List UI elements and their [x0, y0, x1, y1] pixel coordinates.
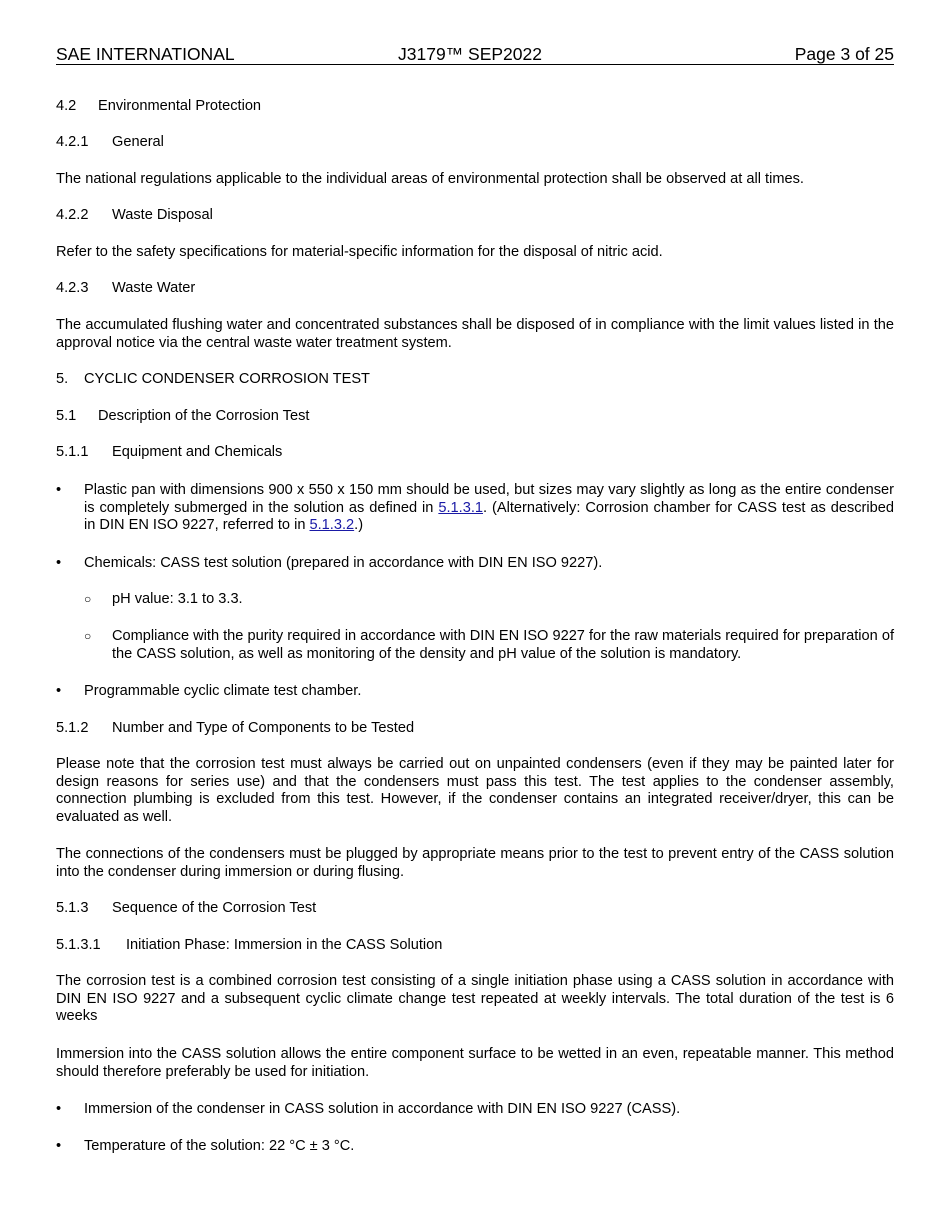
heading-4-2: [56, 98, 894, 116]
bullet-dot: •: [56, 555, 62, 571]
heading-5-1-3-1: [56, 937, 894, 955]
heading-title: Waste Water: [112, 280, 196, 296]
heading-title: Equipment and Chemicals: [112, 444, 283, 460]
heading-title: Sequence of the Corrosion Test: [112, 900, 317, 916]
paragraph-initiation-2: Immersion into the CASS solution allows the entire component surface to be wetted in an even, repeatable manner. This method should therefore preferably be used for initiation.: [56, 1046, 894, 1080]
subbullet-text: pH value: 3.1 to 3.3.: [112, 591, 243, 607]
heading-number: 5.1.2: [56, 720, 89, 736]
bullet-text: Programmable cyclic climate test chamber.: [84, 683, 362, 699]
heading-title: Waste Disposal: [112, 207, 213, 223]
heading-number: 4.2.2: [56, 207, 89, 223]
link-5-1-3-1[interactable]: 5.1.3.1: [438, 499, 483, 516]
heading-title: Description of the Corrosion Test: [98, 408, 310, 424]
heading-number: 5.1.1: [56, 444, 89, 460]
bullet-text: Temperature of the solution: 22 °C ± 3 °C.: [84, 1138, 355, 1154]
heading-4-2-3: [56, 280, 894, 298]
bullet-dot: •: [56, 1138, 62, 1154]
heading-5-1-1: [56, 444, 894, 462]
bullet-dot: •: [56, 1101, 62, 1117]
heading-title: CYCLIC CONDENSER CORROSION TEST: [84, 371, 370, 387]
header-doc-id: J3179™ SEP2022: [398, 44, 542, 64]
heading-5-1-3: [56, 900, 894, 918]
subbullet-circle: ○: [84, 592, 92, 606]
bullet-text: Immersion of the condenser in CASS solution in accordance with DIN EN ISO 9227 (CASS).: [84, 1101, 681, 1117]
bullet-text-part: .): [354, 517, 364, 533]
heading-number: 4.2.3: [56, 280, 89, 296]
bullet-text: [84, 482, 894, 535]
paragraph-components-2: The connections of the condensers must be plugged by appropriate means prior to the test to prevent entry of the CASS solution into the condenser during immersion or during flusing.: [56, 846, 894, 880]
bullet-text: Chemicals: CASS test solution (prepared in accordance with DIN EN ISO 9227).: [84, 555, 603, 571]
heading-number: 5.1.3: [56, 900, 89, 916]
heading-number: 5.1.3.1: [56, 937, 101, 953]
paragraph-waste-water: The accumulated flushing water and concentrated substances shall be disposed of in compliance with the limit values listed in the approval notice via the central waste water treatment system.: [56, 317, 894, 351]
header-page-number: Page 3 of 25: [794, 44, 894, 64]
heading-title: Environmental Protection: [98, 98, 262, 114]
heading-title: General: [112, 134, 164, 150]
bullet-text-part: . (Alternatively: Corrosion chamber for CASS test as described in DIN EN ISO 9227, referred to in: [84, 499, 894, 533]
heading-5-1-2: [56, 720, 894, 738]
heading-title: Initiation Phase: Immersion in the CASS Solution: [126, 937, 443, 953]
bullet-dot: •: [56, 482, 62, 498]
paragraph-waste-disposal: Refer to the safety specifications for material-specific information for the disposal of nitric acid.: [56, 244, 663, 260]
paragraph-general: The national regulations applicable to the individual areas of environmental protection shall be observed at all times.: [56, 171, 804, 187]
link-5-1-3-2[interactable]: 5.1.3.2: [309, 517, 355, 533]
heading-number: 4.2: [56, 98, 77, 114]
bullet-text-part: Plastic pan with dimensions 900 x 550 x 150 mm should be used, but sizes may vary slightly as long as the entire condenser is completely submerged in the solution as defined in: [84, 482, 894, 516]
subbullet-circle: ○: [84, 629, 92, 643]
paragraph-initiation-1: The corrosion test is a combined corrosion test consisting of a single initiation phase using a CASS solution in accordance with DIN EN ISO 9227 and a subsequent cyclic climate change test repeated at weekly intervals. The total duration of the test is 6 weeks: [56, 973, 894, 1024]
heading-title: Number and Type of Components to be Tested: [112, 720, 415, 736]
heading-5-1: [56, 408, 894, 426]
page-header: [56, 45, 894, 65]
heading-4-2-2: [56, 207, 894, 225]
heading-number: 4.2.1: [56, 134, 89, 150]
heading-5: [56, 371, 894, 389]
bullet-dot: •: [56, 683, 62, 699]
subbullet-text: Compliance with the purity required in accordance with DIN EN ISO 9227 for the raw materials required for preparation of the CASS solution, as well as monitoring of the density and pH value of the solution is mandatory.: [112, 628, 894, 662]
paragraph-components-1: Please note that the corrosion test must always be carried out on unpainted condensers (even if they may be painted later for design reasons for series use) and that the condensers must pass this test. The test applies to the condenser assembly, connection plumbing is excluded from this test. However, if the condenser contains an integrated receiver/dryer, this can be evaluated as well.: [56, 756, 894, 825]
heading-number: 5.1: [56, 408, 77, 424]
heading-4-2-1: [56, 134, 894, 152]
header-org: SAE INTERNATIONAL: [56, 44, 235, 64]
heading-number: 5.: [56, 371, 69, 387]
